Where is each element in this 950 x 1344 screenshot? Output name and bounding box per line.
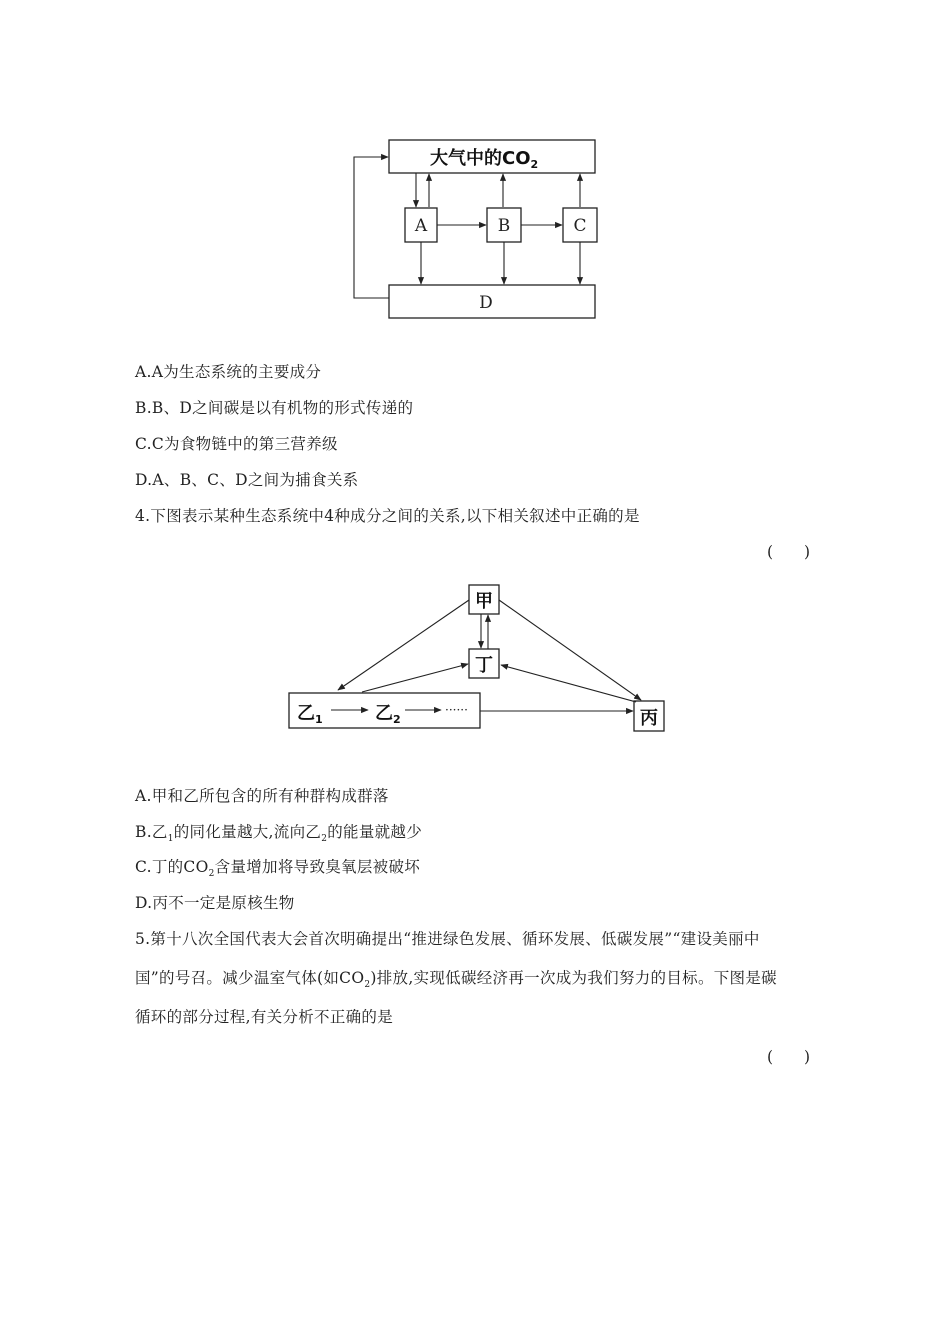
q4-option-c: C.丁的$CO_2$含量增加将导致臭氧层被破坏 (135, 858, 421, 880)
node-b-label: B (497, 216, 511, 236)
atmosphere-co2-label: 大气中的$CO_2$ (430, 148, 539, 171)
node-a-label: A (414, 216, 428, 236)
node-d-label: D (479, 293, 493, 313)
arrow-bing-to-ding (501, 665, 636, 702)
q5-answer-paren: ( ) (767, 1048, 811, 1066)
q3-option-d: D.A、B、C、D之间为捕食关系 (135, 471, 359, 489)
q4-answer-paren: ( ) (767, 543, 811, 561)
yi2-label: 乙$_2$ (375, 703, 401, 726)
yi1-label: 乙$_1$ (297, 703, 323, 726)
arrow-jia-to-yi (338, 600, 469, 690)
arrow-yi-to-ding (362, 664, 468, 692)
bing-label: 丙 (640, 708, 658, 729)
q4-option-b: B.乙$_1$的同化量越大,流向乙$_2$的能量就越少 (135, 823, 423, 845)
q5-stem-line2: 国”的号召。减少温室气体(如$CO_2$)排放,实现低碳经济再一次成为我们努力的目标。下图是碳 (135, 969, 777, 991)
ding-label: 丁 (475, 655, 493, 676)
chain-ellipsis: ······ (445, 703, 468, 717)
jia-label: 甲 (475, 591, 493, 612)
q3-option-b: B.B、D之间碳是以有机物的形式传递的 (135, 399, 414, 417)
q5-stem-line1: 5.第十八次全国代表大会首次明确提出“推进绿色发展、循环发展、低碳发展”“建设美丽中 (135, 930, 760, 948)
q4-option-a: A.甲和乙所包含的所有种群构成群落 (135, 787, 389, 805)
q3-option-a: A.A为生态系统的主要成分 (135, 363, 322, 381)
arrow-jia-to-bing (499, 600, 641, 700)
q4-option-d: D.丙不一定是原核生物 (135, 894, 295, 912)
q3-option-c: C.C为食物链中的第三营养级 (135, 435, 338, 453)
q5-stem-line3: 循环的部分过程,有关分析不正确的是 (135, 1008, 394, 1026)
q4-stem: 4.下图表示某种生态系统中4种成分之间的关系,以下相关叙述中正确的是 (135, 507, 640, 525)
node-c-label: C (573, 216, 587, 236)
